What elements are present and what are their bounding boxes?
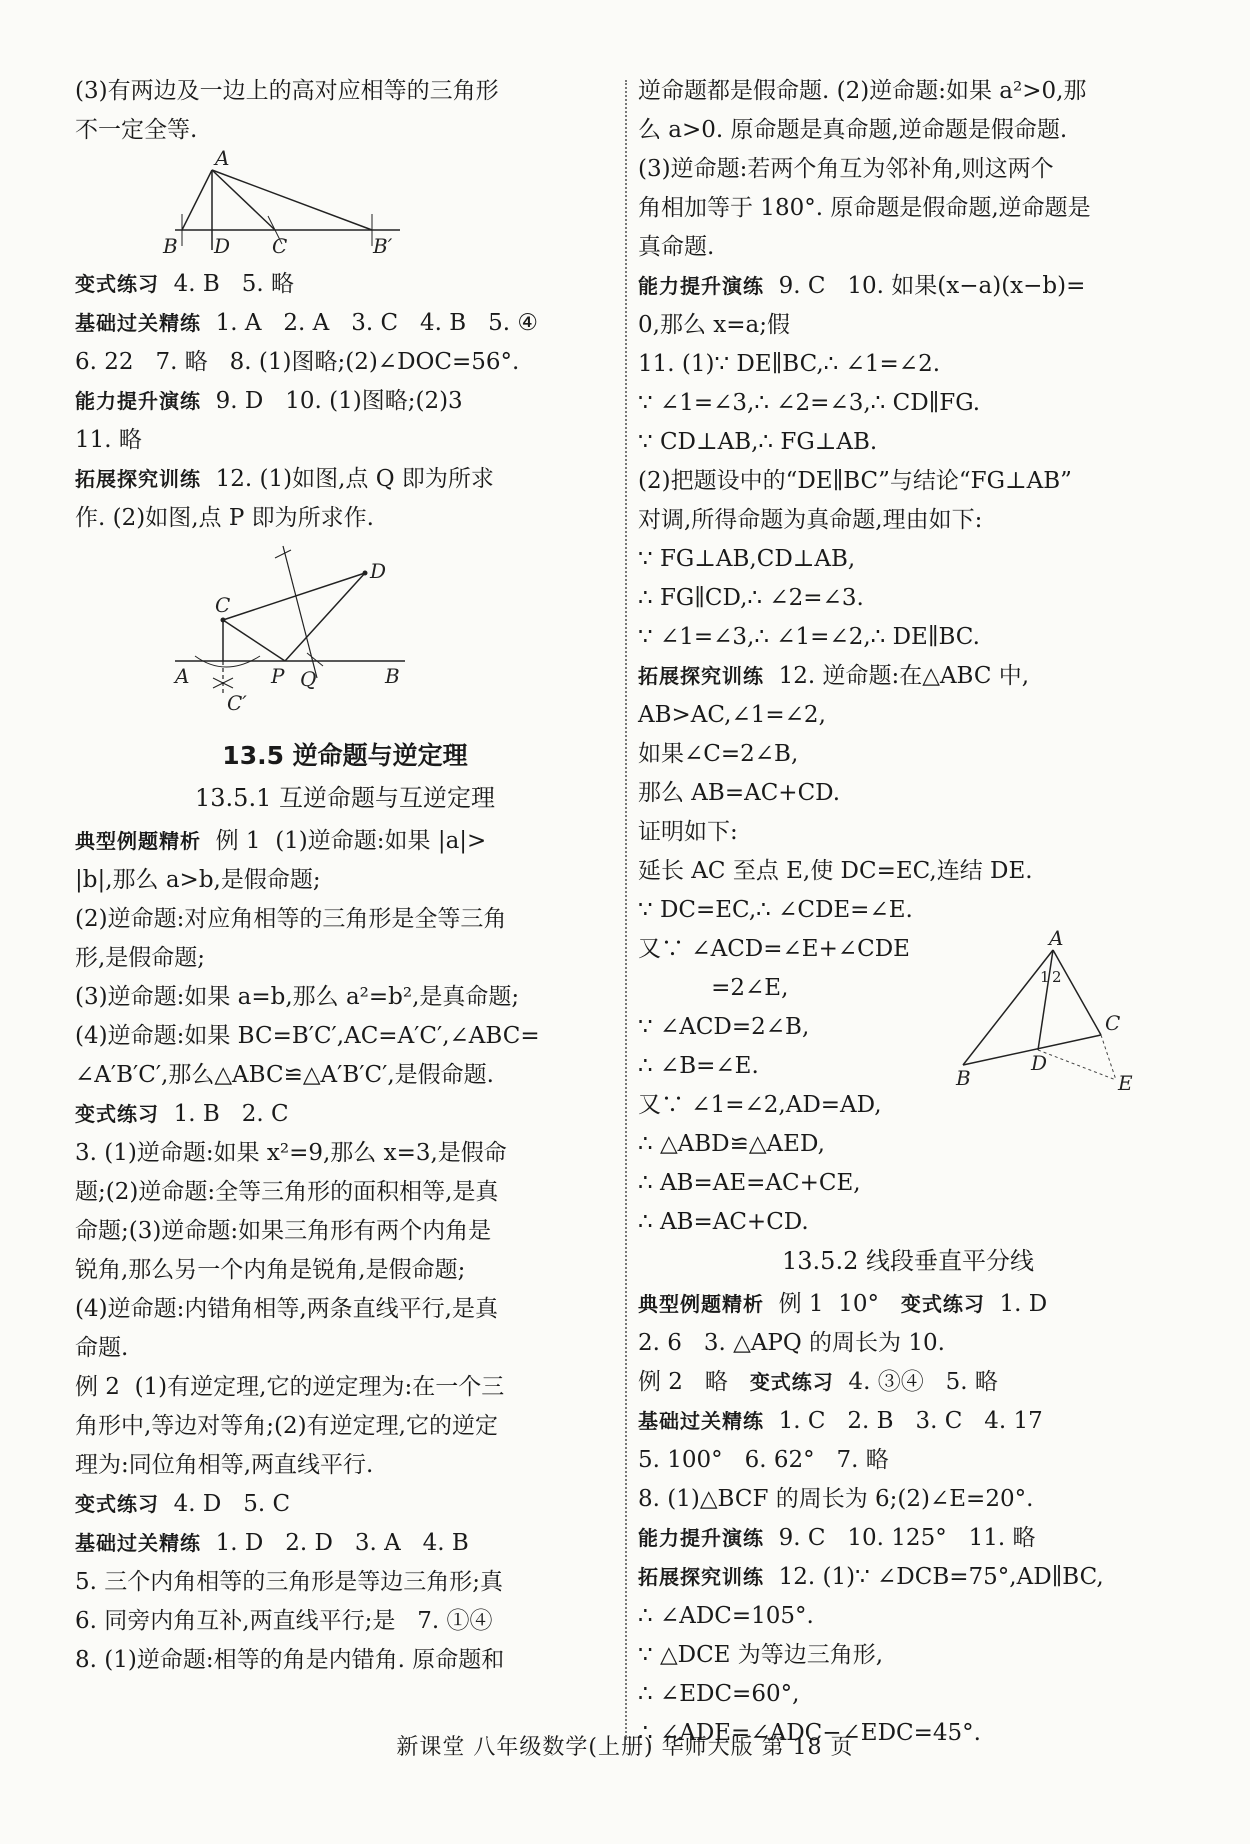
- section-label: 变式练习: [75, 272, 159, 296]
- text-line: ∵ FG⊥AB,CD⊥AB,: [638, 546, 856, 572]
- point-label: A: [175, 664, 190, 688]
- section-label: 能力提升演练: [638, 274, 764, 298]
- text-line: 如果∠C=2∠B,: [638, 741, 799, 767]
- text-line: 逆命题都是假命题. (2)逆命题:如果 a²>0,那: [638, 78, 1087, 104]
- text-line: 角相加等于 180°. 原命题是假命题,逆命题是: [638, 195, 1091, 221]
- section-label: 变式练习: [75, 1102, 159, 1126]
- text-line: |b|,那么 a>b,是假命题;: [75, 867, 321, 893]
- point-label: C: [215, 593, 231, 617]
- text-line: 变式练习 1. B 2. C: [75, 1101, 289, 1127]
- section-label: 拓展探究训练: [638, 1565, 764, 1589]
- text-line: ∴ AB=AC+CD.: [638, 1209, 809, 1235]
- section-label: 能力提升演练: [75, 389, 201, 413]
- section-label: 变式练习: [75, 1492, 159, 1516]
- text-line: 作. (2)如图,点 P 即为所求作.: [75, 505, 374, 531]
- text-line: 典型例题精析 例 1 (1)逆命题:如果 |a|>: [75, 828, 487, 854]
- text-line: 例 2 (1)有逆定理,它的逆定理为:在一个三: [75, 1374, 505, 1400]
- text-line: 11. (1)∵ DE∥BC,∴ ∠1=∠2.: [638, 351, 941, 377]
- text-line: 6. 同旁内角互补,两直线平行;是 7. ①④: [75, 1608, 493, 1634]
- section-label: 基础过关精练: [75, 311, 201, 335]
- column-divider: [625, 80, 627, 1740]
- section-label: 基础过关精练: [75, 1531, 201, 1555]
- text-line: 形,是假命题;: [75, 945, 206, 971]
- text-line: 锐角,那么另一个内角是锐角,是假命题;: [75, 1257, 466, 1283]
- text-line: 拓展探究训练 12. 逆命题:在△ABC 中,: [638, 663, 1030, 689]
- text-line: AB>AC,∠1=∠2,: [638, 702, 826, 728]
- point-label: E: [1118, 1071, 1133, 1095]
- section-label: 拓展探究训练: [75, 467, 201, 491]
- text-line: 8. (1)逆命题:相等的角是内错角. 原命题和: [75, 1647, 505, 1673]
- text-line: ∵ △DCE 为等边三角形,: [638, 1642, 884, 1668]
- section-label: 能力提升演练: [638, 1526, 764, 1550]
- section-label: 典型例题精析: [638, 1292, 764, 1316]
- right-column: [638, 72, 1178, 1753]
- text-line: ∵ DC=EC,∴ ∠CDE=∠E.: [638, 897, 913, 923]
- point-label: B: [956, 1066, 971, 1090]
- text-line: ∵ CD⊥AB,∴ FG⊥AB.: [638, 429, 878, 455]
- text-line: ∴ AB=AE=AC+CE,: [638, 1170, 861, 1196]
- text-line: 基础过关精练 1. D 2. D 3. A 4. B: [75, 1530, 469, 1556]
- text-line: 对调,所得命题为真命题,理由如下:: [638, 507, 983, 533]
- section-label: 变式练习: [900, 1292, 985, 1316]
- text-line: 5. 三个内角相等的三角形是等边三角形;真: [75, 1569, 504, 1595]
- text-line: 角形中,等边对等角;(2)有逆定理,它的逆定: [75, 1413, 498, 1439]
- text-line: ∠A′B′C′,那么△ABC≌△A′B′C′,是假命题.: [75, 1062, 494, 1088]
- text-line: 又∵ ∠ACD=∠E+∠CDE: [638, 936, 910, 962]
- proof-block: [638, 930, 1178, 1125]
- text-line: 8. (1)△BCF 的周长为 6;(2)∠E=20°.: [638, 1486, 1034, 1512]
- angle-label: 2: [1052, 968, 1062, 986]
- text-line: 理为:同位角相等,两直线平行.: [75, 1452, 374, 1478]
- text-line: 真命题.: [638, 234, 715, 260]
- text-line: 例 2 略 变式练习 4. ③④ 5. 略: [638, 1369, 998, 1395]
- section-label: 典型例题精析: [75, 829, 201, 853]
- text-line: 典型例题精析 例 1 10° 变式练习 1. D: [638, 1291, 1048, 1317]
- text-line: 3. (1)逆命题:如果 x²=9,那么 x=3,是假命: [75, 1140, 507, 1166]
- text-line: ∵ ∠1=∠3,∴ ∠2=∠3,∴ CD∥FG.: [638, 390, 981, 416]
- text-line: (3)逆命题:如果 a=b,那么 a²=b²,是真命题;: [75, 984, 520, 1010]
- text-line: ∴ FG∥CD,∴ ∠2=∠3.: [638, 585, 864, 611]
- text-line: 不一定全等.: [75, 117, 198, 143]
- text-line: 拓展探究训练 12. (1)如图,点 Q 即为所求: [75, 466, 494, 492]
- text-line: 基础过关精练 1. C 2. B 3. C 4. 17: [638, 1408, 1043, 1434]
- text-line: (4)逆命题:内错角相等,两条直线平行,是真: [75, 1296, 498, 1322]
- section-label: 基础过关精练: [638, 1409, 764, 1433]
- text-line: 5. 100° 6. 62° 7. 略: [638, 1447, 889, 1473]
- point-label: B′: [373, 234, 393, 258]
- text-line: ∴ ∠B=∠E.: [638, 1053, 759, 1079]
- text-line: ∴ ∠ADC=105°.: [638, 1603, 814, 1629]
- point-label: A: [1049, 930, 1064, 950]
- point-label: C: [272, 234, 288, 258]
- text-line: ∴ ∠EDC=60°,: [638, 1681, 800, 1707]
- text-line: 命题.: [75, 1335, 129, 1361]
- text-line: 又∵ ∠1=∠2,AD=AD,: [638, 1092, 882, 1118]
- section-title: 13.5 逆命题与逆定理: [222, 741, 468, 770]
- text-line: 题;(2)逆命题:全等三角形的面积相等,是真: [75, 1179, 499, 1205]
- text-line: 那么 AB=AC+CD.: [638, 780, 841, 806]
- text-line: 能力提升演练 9. D 10. (1)图略;(2)3: [75, 388, 463, 414]
- section-label: 拓展探究训练: [638, 664, 764, 688]
- text-line: 能力提升演练 9. C 10. 如果(x−a)(x−b)=: [638, 273, 1086, 299]
- point-label: Q: [300, 667, 317, 691]
- point-label: A: [215, 150, 230, 170]
- text-line: ∵ ∠ACD=2∠B,: [638, 1014, 810, 1040]
- text-line: 变式练习 4. B 5. 略: [75, 271, 294, 297]
- text-line: 命题;(3)逆命题:如果三角形有两个内角是: [75, 1218, 492, 1244]
- text-line: (3)逆命题:若两个角互为邻补角,则这两个: [638, 156, 1054, 182]
- point-label: B: [163, 234, 178, 258]
- text-line: =2∠E,: [638, 975, 789, 1001]
- point-label: D: [1031, 1051, 1048, 1075]
- text-line: ∴ ∠ADE=∠ADC−∠EDC=45°.: [638, 1720, 981, 1746]
- section-label: 变式练习: [749, 1370, 834, 1394]
- text-line: 2. 6 3. △APQ 的周长为 10.: [638, 1330, 945, 1356]
- text-line: (2)逆命题:对应角相等的三角形是全等三角: [75, 906, 507, 932]
- text-line: 延长 AC 至点 E,使 DC=EC,连结 DE.: [638, 858, 1033, 884]
- text-line: 基础过关精练 1. A 2. A 3. C 4. B 5. ④: [75, 310, 538, 336]
- text-line: ∵ ∠1=∠3,∴ ∠1=∠2,∴ DE∥BC.: [638, 624, 980, 650]
- figure-triangle-heights: [75, 150, 615, 265]
- text-line: (2)把题设中的“DE∥BC”与结论“FG⊥AB”: [638, 468, 1072, 494]
- text-line: 证明如下:: [638, 819, 738, 845]
- text-line: 变式练习 4. D 5. C: [75, 1491, 291, 1517]
- text-line: 拓展探究训练 12. (1)∵ ∠DCB=75°,AD∥BC,: [638, 1564, 1104, 1590]
- text-line: 11. 略: [75, 427, 142, 453]
- point-label: C: [1105, 1011, 1121, 1035]
- point-label: C′: [227, 691, 247, 715]
- text-line: 6. 22 7. 略 8. (1)图略;(2)∠DOC=56°.: [75, 349, 520, 375]
- figure-triangle-abc: [953, 930, 1153, 1120]
- text-line: 能力提升演练 9. C 10. 125° 11. 略: [638, 1525, 1036, 1551]
- text-line: (4)逆命题:如果 BC=B′C′,AC=A′C′,∠ABC=: [75, 1023, 540, 1049]
- text-line: (3)有两边及一边上的高对应相等的三角形: [75, 78, 499, 104]
- page-footer: 新课堂 八年级数学(上册) 华师大版 第 18 页: [396, 1735, 854, 1760]
- left-column: [75, 72, 615, 1680]
- point-label: B: [385, 664, 400, 688]
- subsection-title: 13.5.2 线段垂直平分线: [782, 1247, 1034, 1275]
- text-line: 0,那么 x=a;假: [638, 312, 790, 338]
- angle-label: 1: [1040, 968, 1050, 986]
- point-label: D: [370, 559, 387, 583]
- figure-construction: [75, 538, 615, 728]
- text-line: ∴ △ABD≌△AED,: [638, 1131, 825, 1157]
- point-label: P: [271, 664, 285, 688]
- point-label: D: [214, 234, 231, 258]
- text-line: 么 a>0. 原命题是真命题,逆命题是假命题.: [638, 117, 1068, 143]
- subsection-title: 13.5.1 互逆命题与互逆定理: [195, 784, 495, 812]
